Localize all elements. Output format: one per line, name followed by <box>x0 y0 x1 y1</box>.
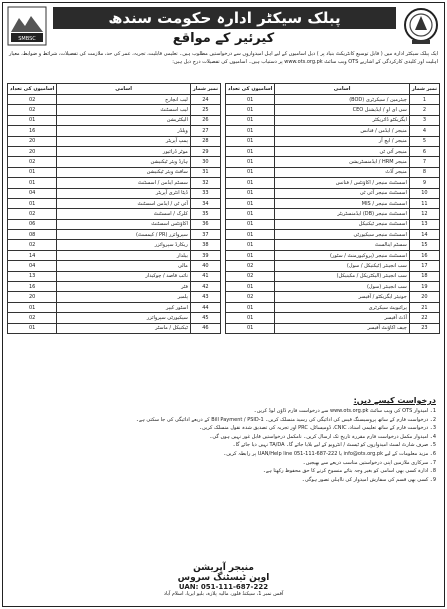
post-title: اسسٹنٹ منیجر / MIS <box>275 198 409 208</box>
post-title: الیکٹریشن <box>57 115 190 125</box>
row-number: 35 <box>190 209 220 219</box>
post-quantity: 04 <box>8 188 57 198</box>
table-row <box>226 167 440 177</box>
post-quantity: 01 <box>226 178 275 188</box>
post-title: پمپ آپریٹر <box>57 136 190 146</box>
row-number: 3 <box>409 115 439 125</box>
row-number: 27 <box>190 126 220 136</box>
post-quantity: 01 <box>8 198 57 208</box>
post-quantity: 02 <box>8 157 57 167</box>
post-quantity: 02 <box>226 261 275 271</box>
row-number: 21 <box>409 302 439 312</box>
table-row <box>8 219 221 229</box>
table-row <box>8 146 221 156</box>
row-number: 36 <box>190 219 220 229</box>
table-row <box>8 271 221 281</box>
table-row <box>8 250 221 260</box>
row-number: 5 <box>409 136 439 146</box>
post-title: پرائیویٹ سیکرٹری <box>275 302 409 312</box>
row-number: 37 <box>190 230 220 240</box>
table-row <box>226 292 440 302</box>
post-quantity: 20 <box>8 136 57 146</box>
post-title: سسٹم اینالسٹ <box>275 240 409 250</box>
post-quantity: 01 <box>226 115 275 125</box>
vacancy-table-left <box>7 83 221 393</box>
footer-uan: UAN: 051-111-687-222 <box>178 583 269 591</box>
table-row <box>8 230 221 240</box>
instruction-item: 2۔ درخواست فارم کے ساتھ پروسیسنگ فیس کی ادائیگی کی رسید منسلک کریں۔ 1-Bill Payment / PSID کے ذریعے ادائیگی کی جا سکتی ہے۔ <box>136 416 436 423</box>
table-row <box>226 178 440 188</box>
table-row <box>226 95 440 105</box>
instruction-item: 6۔ مزید معلومات کے لیے info@ots.org.pk یا UAN/Help line 051-111-687-222 پر رابطہ کریں۔ <box>223 450 436 457</box>
instruction-item: 1۔ امیدوار OTS کی ویب سائٹ www.ots.org.pk سے درخواست فارم ڈاؤن لوڈ کریں۔ <box>253 408 436 414</box>
row-number: 26 <box>190 115 220 125</box>
table-row <box>8 95 221 105</box>
post-title: سب انجینئر (ٹیکنیکل / سول) <box>275 261 409 271</box>
footer-organization: اوپن ٹیسٹنگ سروس <box>177 573 270 583</box>
post-quantity: 01 <box>226 157 275 167</box>
row-number: 17 <box>409 261 439 271</box>
post-title: بیلدار <box>57 250 190 260</box>
post-quantity: 01 <box>226 230 275 240</box>
table-row <box>226 313 440 323</box>
table-row <box>8 302 221 312</box>
post-quantity: 01 <box>8 167 57 177</box>
table-row <box>226 209 440 219</box>
post-quantity: 02 <box>8 105 57 115</box>
post-quantity: 13 <box>8 271 57 281</box>
table-row <box>226 126 440 136</box>
row-number: 1 <box>409 95 439 105</box>
post-title: فٹر <box>57 282 190 292</box>
row-number: 16 <box>409 250 439 260</box>
row-number: 19 <box>409 282 439 292</box>
post-title: جونیئر ایگزیکٹو / آفیسر <box>275 292 409 302</box>
post-title: منیجر / ایڈمن / فنانس <box>275 126 409 136</box>
row-number: 13 <box>409 219 439 229</box>
row-number: 34 <box>190 198 220 208</box>
table-row <box>226 136 440 146</box>
post-title: موٹر ڈرائیور <box>57 146 190 156</box>
row-number: 11 <box>409 198 439 208</box>
post-title: چیئرمین / سیکرٹری (BOD) <box>275 95 409 105</box>
post-title: سپروائزر (PR / کیمسٹ) <box>57 230 190 240</box>
row-number: 31 <box>190 167 220 177</box>
post-quantity: 02 <box>8 313 57 323</box>
post-quantity: 01 <box>226 136 275 146</box>
ad-title: پبلک سیکٹر ادارہ حکومت سندھ <box>53 7 396 29</box>
row-number: 22 <box>409 313 439 323</box>
header-qty: اسامیوں کی تعداد <box>8 84 57 95</box>
table-row <box>8 323 221 333</box>
row-number: 38 <box>190 240 220 250</box>
post-title: سب انجینئر (الیکٹریکل / مکینیکل) <box>275 271 409 281</box>
sindh-government-emblem <box>402 6 440 46</box>
post-quantity: 01 <box>8 178 57 188</box>
post-quantity: 16 <box>8 126 57 136</box>
table-row <box>226 271 440 281</box>
ad-subtitle: کیرئیر کے مواقع <box>172 31 275 46</box>
post-title: سافٹ ویئر ٹیکنیشن <box>57 167 190 177</box>
post-quantity: 02 <box>8 240 57 250</box>
post-quantity: 04 <box>8 261 57 271</box>
row-number: 30 <box>190 157 220 167</box>
post-quantity: 01 <box>226 250 275 260</box>
table-row <box>8 313 221 323</box>
row-number: 18 <box>409 271 439 281</box>
post-quantity: 02 <box>8 209 57 219</box>
post-title: سب انجینئر (سول) <box>275 282 409 292</box>
table-row <box>226 302 440 312</box>
post-title: اکاؤنٹس اسسٹنٹ <box>57 219 190 229</box>
post-quantity: 06 <box>8 219 57 229</box>
post-title: ہارڈ ویئر ٹیکنیشن <box>57 157 190 167</box>
row-number: 44 <box>190 302 220 312</box>
table-row <box>8 115 221 125</box>
table-row <box>226 105 440 115</box>
instructions-heading: درخواست کیسے دیں: <box>353 396 436 405</box>
table-row <box>8 136 221 146</box>
footer-address: آفس نمبر 1، سیکنڈ فلور، مالیہ پلازہ، بلیو ایریا، اسلام آباد <box>163 591 284 597</box>
table-row <box>226 323 440 333</box>
post-title: لیب اسسٹنٹ <box>57 105 190 115</box>
row-number: 45 <box>190 313 220 323</box>
post-title: چیف اکاؤنٹ آفیسر <box>275 323 409 333</box>
table-row <box>8 198 221 208</box>
header-num: نمبر شمار <box>190 84 220 95</box>
post-title: پلمبر <box>57 292 190 302</box>
table-row <box>226 282 440 292</box>
row-number: 6 <box>409 146 439 156</box>
row-number: 28 <box>190 136 220 146</box>
post-title: مالی <box>57 261 190 271</box>
ad-footer <box>123 563 324 597</box>
instruction-item: 5۔ صرف شارٹ لسٹ امیدواروں کو ٹیسٹ / انٹرویو کے لیے بلایا جائے گا۔ TA/DA نہیں دیا جائے گا۔ <box>232 442 436 449</box>
post-title: کلرک / اسسٹنٹ <box>57 209 190 219</box>
post-title: ٹیکنیکل / ماسٹر <box>57 323 190 333</box>
post-title: اسٹور کیپر <box>57 302 190 312</box>
post-quantity: 01 <box>226 240 275 250</box>
table-row <box>8 178 221 188</box>
post-title: منیجر آئی ٹی <box>275 146 409 156</box>
post-title: سیکیورٹی سپروائزر <box>57 313 190 323</box>
table-row <box>226 240 440 250</box>
row-number: 39 <box>190 250 220 260</box>
table-row <box>8 292 221 302</box>
post-title: منیجر آڈٹ <box>275 167 409 177</box>
post-quantity: 01 <box>226 105 275 115</box>
table-row <box>8 209 221 219</box>
table-header-row <box>8 84 221 95</box>
organization-logo <box>7 6 47 46</box>
post-title: سی ای او / ایڈیشنل CEO <box>275 105 409 115</box>
row-number: 25 <box>190 105 220 115</box>
row-number: 20 <box>409 292 439 302</box>
post-title: آئی ٹی / ایڈمن اسسٹنٹ <box>57 198 190 208</box>
post-title: آڈٹ آفیسر <box>275 313 409 323</box>
post-quantity: 01 <box>226 198 275 208</box>
row-number: 33 <box>190 188 220 198</box>
post-quantity: 20 <box>8 292 57 302</box>
row-number: 32 <box>190 178 220 188</box>
post-quantity: 01 <box>226 209 275 219</box>
table-row <box>8 240 221 250</box>
post-quantity: 01 <box>226 146 275 156</box>
row-number: 12 <box>409 209 439 219</box>
post-quantity: 14 <box>8 250 57 260</box>
table-row <box>8 126 221 136</box>
intro-paragraph: ایک پبلک سیکٹر ادارہ میں ( قابل توسیع کانٹریکٹ بنیاد پر ) ذیل اسامیوں کے لیے اہل امیدواروں سے درخواستیں مطلوب ہیں۔ تعلیمی قابلیت، تجربہ، عمر کی حد، ملازمت کی تفصیلات، شرائط و ضوابط، معیار اہلیت اور کلیدی کارکردگی کے اشاریے OTS ویب سائٹ www.ots.org.pk پر دستیاب ہیں۔ اسامیوں کی تفصیلات درج ذیل ہیں: <box>9 51 438 65</box>
post-title: اسسٹنٹ منیجر (پروکیورمنٹ / سٹور) <box>275 250 409 260</box>
header-post: اسامی <box>57 84 190 95</box>
logo-text: SMBSC <box>18 36 36 42</box>
table-row <box>8 157 221 167</box>
post-quantity: 02 <box>226 271 275 281</box>
row-number: 9 <box>409 178 439 188</box>
post-quantity: 01 <box>226 313 275 323</box>
table-row <box>226 115 440 125</box>
post-quantity: 01 <box>226 167 275 177</box>
post-quantity: 02 <box>226 292 275 302</box>
post-title: منیجر HRM / ایڈمنسٹریشن <box>275 157 409 167</box>
post-quantity: 08 <box>8 230 57 240</box>
instruction-item: 4۔ امیدوار مکمل درخواست فارم مقررہ تاریخ تک ارسال کریں۔ نامکمل درخواستیں قابل غور نہیں ہوں گی۔ <box>209 433 436 440</box>
row-number: 14 <box>409 230 439 240</box>
post-title: ڈیٹا انٹری آپریٹر <box>57 188 190 198</box>
post-quantity: 01 <box>8 323 57 333</box>
post-quantity: 01 <box>226 188 275 198</box>
vacancy-table-right <box>225 83 440 393</box>
instruction-item: 7۔ سرکاری ملازمین اپنی درخواستیں مناسب ذریعے سے بھیجیں۔ <box>302 459 436 466</box>
table-row <box>8 188 221 198</box>
post-quantity: 01 <box>8 302 57 312</box>
row-number: 29 <box>190 146 220 156</box>
post-quantity: 20 <box>8 146 57 156</box>
table-row <box>226 261 440 271</box>
post-quantity: 16 <box>8 282 57 292</box>
post-quantity: 01 <box>226 219 275 229</box>
table-row <box>226 188 440 198</box>
post-quantity: 01 <box>226 95 275 105</box>
post-quantity: 01 <box>226 323 275 333</box>
post-quantity: 01 <box>8 115 57 125</box>
post-title: اسسٹنٹ منیجر / اکاؤنٹس / فنانس <box>275 178 409 188</box>
post-title: ویلڈر <box>57 126 190 136</box>
table-row <box>226 198 440 208</box>
row-number: 40 <box>190 261 220 271</box>
post-title: نائب قاصد / چوکیدار <box>57 271 190 281</box>
table-row <box>8 261 221 271</box>
row-number: 23 <box>409 323 439 333</box>
post-quantity: 01 <box>226 282 275 292</box>
row-number: 8 <box>409 167 439 177</box>
post-title: سسٹم ایڈمن / اسسٹنٹ <box>57 178 190 188</box>
post-title: منیجر / ایچ آر <box>275 136 409 146</box>
post-quantity: 02 <box>8 95 57 105</box>
table-row <box>226 146 440 156</box>
row-number: 15 <box>409 240 439 250</box>
row-number: 24 <box>190 95 220 105</box>
table-row <box>226 157 440 167</box>
row-number: 4 <box>409 126 439 136</box>
job-advertisement <box>2 2 445 607</box>
instruction-item: 3۔ درخواست فارم کے ساتھ تعلیمی اسناد، CNIC، ڈومیسائل، PRC اور تجربہ کی تصدیق شدہ نقول منسلک کریں۔ <box>199 425 436 432</box>
row-number: 2 <box>409 105 439 115</box>
row-number: 41 <box>190 271 220 281</box>
post-title: اسسٹنٹ منیجر سیکیورٹی <box>275 230 409 240</box>
post-title: ریکارڈ سپروائزر <box>57 240 190 250</box>
instruction-item: 8۔ ادارہ کسی بھی اسامی کو بغیر وجہ بتائے منسوخ کرنے کا حق محفوظ رکھتا ہے۔ <box>263 468 436 475</box>
row-number: 10 <box>409 188 439 198</box>
header-post: اسامی <box>275 84 409 95</box>
header-qty: اسامیوں کی تعداد <box>226 84 275 95</box>
table-row <box>226 219 440 229</box>
table-row <box>8 282 221 292</box>
row-number: 7 <box>409 157 439 167</box>
post-title: اسسٹنٹ منیجر ٹیکنیکل <box>275 219 409 229</box>
instructions-list <box>9 408 436 485</box>
row-number: 43 <box>190 292 220 302</box>
post-title: اسسٹنٹ منیجر آئی ٹی <box>275 188 409 198</box>
table-row <box>8 105 221 115</box>
post-quantity: 01 <box>226 126 275 136</box>
post-title: ایگزیکٹو ڈائریکٹر <box>275 115 409 125</box>
instruction-item: 9۔ کسی بھی قسم کی سفارش امیدوار کی نااہلی تصور ہوگی۔ <box>301 476 436 483</box>
table-row <box>226 230 440 240</box>
post-quantity: 01 <box>226 302 275 312</box>
row-number: 42 <box>190 282 220 292</box>
ad-header <box>3 3 444 49</box>
post-title: لیب انچارج <box>57 95 190 105</box>
table-row <box>8 167 221 177</box>
table-row <box>226 250 440 260</box>
table-header-row <box>226 84 440 95</box>
footer-designation: منیجر آپریشن <box>193 563 254 573</box>
post-title: اسسٹنٹ منیجر (DB) ایڈمنسٹریٹر <box>275 209 409 219</box>
row-number: 46 <box>190 323 220 333</box>
header-num: نمبر شمار <box>409 84 439 95</box>
